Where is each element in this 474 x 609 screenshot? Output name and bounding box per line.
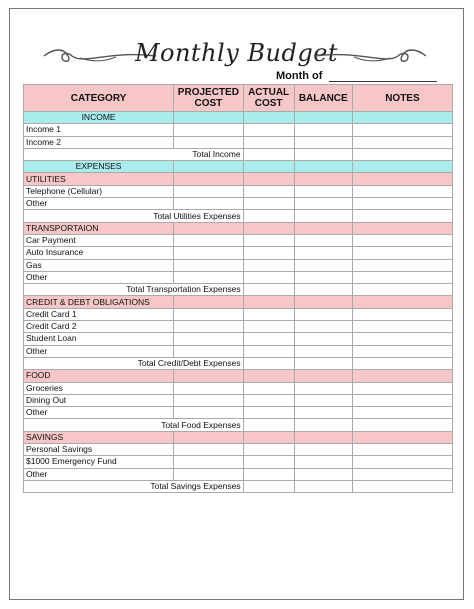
projected-cell[interactable] (174, 321, 243, 333)
projected-cell[interactable] (174, 247, 243, 259)
balance-cell (294, 161, 352, 173)
category-label: Student Loan (24, 333, 174, 345)
actual-cell (243, 370, 294, 382)
balance-cell[interactable] (294, 444, 352, 456)
projected-cell (174, 296, 243, 308)
month-label: Month of (276, 70, 323, 82)
category-label: Car Payment (24, 234, 174, 246)
balance-cell (294, 296, 352, 308)
actual-cell (243, 222, 294, 234)
section-row (24, 173, 453, 185)
category-label: Dining Out (24, 394, 174, 406)
projected-cell[interactable] (174, 185, 243, 197)
total-label: Total Income (24, 148, 244, 160)
actual-cell[interactable] (243, 136, 294, 148)
notes-cell[interactable] (352, 198, 452, 210)
actual-cell[interactable] (243, 333, 294, 345)
category-label: Personal Savings (24, 444, 174, 456)
balance-cell[interactable] (294, 382, 352, 394)
table-row (24, 394, 453, 406)
projected-cell (174, 431, 243, 443)
total-label: Total Transportation Expenses (24, 284, 244, 296)
projected-cell[interactable] (174, 271, 243, 283)
budget-page (9, 8, 464, 600)
actual-cell[interactable] (243, 407, 294, 419)
total-balance-cell[interactable] (294, 357, 352, 369)
actual-cell[interactable] (243, 124, 294, 136)
notes-cell (352, 161, 452, 173)
actual-cell[interactable] (243, 185, 294, 197)
budget-table (23, 84, 453, 493)
actual-cell[interactable] (243, 247, 294, 259)
category-label: Other (24, 407, 174, 419)
actual-cell[interactable] (243, 468, 294, 480)
category-label: INCOME (24, 112, 174, 124)
total-notes-cell[interactable] (352, 357, 452, 369)
category-label: Other (24, 345, 174, 357)
table-row (24, 333, 453, 345)
table-row (24, 271, 453, 283)
actual-cell[interactable] (243, 345, 294, 357)
notes-cell[interactable] (352, 321, 452, 333)
category-label: Income 1 (24, 124, 174, 136)
actual-cell[interactable] (243, 382, 294, 394)
actual-cell[interactable] (243, 321, 294, 333)
notes-cell[interactable] (352, 308, 452, 320)
category-label: TRANSPORTAION (24, 222, 174, 234)
total-notes-cell[interactable] (352, 284, 452, 296)
actual-cell[interactable] (243, 308, 294, 320)
notes-cell[interactable] (352, 345, 452, 357)
category-label: Credit Card 1 (24, 308, 174, 320)
actual-cell[interactable] (243, 444, 294, 456)
projected-cell[interactable] (174, 308, 243, 320)
table-row (24, 407, 453, 419)
table-row (24, 456, 453, 468)
notes-cell (352, 431, 452, 443)
section-row (24, 431, 453, 443)
table-row (24, 234, 453, 246)
balance-cell (294, 173, 352, 185)
header-category: CATEGORY (24, 85, 174, 112)
notes-cell (352, 222, 452, 234)
total-balance-cell[interactable] (294, 480, 352, 492)
actual-cell (243, 173, 294, 185)
category-label: SAVINGS (24, 431, 174, 443)
category-label: Credit Card 2 (24, 321, 174, 333)
projected-cell (174, 161, 243, 173)
balance-cell[interactable] (294, 259, 352, 271)
balance-cell (294, 112, 352, 124)
projected-cell[interactable] (174, 136, 243, 148)
header-balance: BALANCE (294, 85, 352, 112)
header-projected-cost: PROJECTED COST (174, 85, 243, 112)
table-row (24, 345, 453, 357)
category-label: Telephone (Cellular) (24, 185, 174, 197)
total-balance-cell[interactable] (294, 148, 352, 160)
notes-cell[interactable] (352, 468, 452, 480)
projected-cell[interactable] (174, 124, 243, 136)
total-row (24, 357, 453, 369)
category-label: FOOD (24, 370, 174, 382)
section-row (24, 222, 453, 234)
total-row (24, 148, 453, 160)
balance-cell (294, 431, 352, 443)
projected-cell[interactable] (174, 407, 243, 419)
notes-cell[interactable] (352, 136, 452, 148)
total-notes-cell[interactable] (352, 210, 452, 222)
header-notes: NOTES (352, 85, 452, 112)
projected-cell (174, 173, 243, 185)
actual-cell (243, 296, 294, 308)
projected-cell[interactable] (174, 456, 243, 468)
total-actual-cell[interactable] (243, 357, 294, 369)
projected-cell[interactable] (174, 198, 243, 210)
notes-cell[interactable] (352, 456, 452, 468)
category-label: EXPENSES (24, 161, 174, 173)
right-flourish-icon (310, 47, 430, 65)
total-label: Total Food Expenses (24, 419, 244, 431)
notes-cell (352, 173, 452, 185)
table-row (24, 444, 453, 456)
section-row (24, 161, 453, 173)
title-area (10, 35, 463, 75)
table-row (24, 247, 453, 259)
projected-cell[interactable] (174, 444, 243, 456)
table-row (24, 382, 453, 394)
actual-cell[interactable] (243, 456, 294, 468)
header-row (24, 85, 453, 112)
actual-cell (243, 161, 294, 173)
category-label: $1000 Emergency Fund (24, 456, 174, 468)
total-actual-cell[interactable] (243, 284, 294, 296)
notes-cell[interactable] (352, 185, 452, 197)
total-row (24, 210, 453, 222)
category-label: Other (24, 271, 174, 283)
notes-cell[interactable] (352, 444, 452, 456)
actual-cell[interactable] (243, 198, 294, 210)
total-label: Total Credit/Debt Expenses (24, 357, 244, 369)
balance-cell[interactable] (294, 198, 352, 210)
total-actual-cell[interactable] (243, 210, 294, 222)
total-actual-cell[interactable] (243, 419, 294, 431)
category-label: Other (24, 468, 174, 480)
category-label: UTILITIES (24, 173, 174, 185)
category-label: Income 2 (24, 136, 174, 148)
section-row (24, 112, 453, 124)
balance-cell[interactable] (294, 394, 352, 406)
notes-cell[interactable] (352, 333, 452, 345)
table-row (24, 136, 453, 148)
projected-cell (174, 112, 243, 124)
actual-cell[interactable] (243, 259, 294, 271)
balance-cell (294, 370, 352, 382)
projected-cell[interactable] (174, 234, 243, 246)
projected-cell[interactable] (174, 394, 243, 406)
header-actual-cost: ACTUAL COST (243, 85, 294, 112)
projected-cell[interactable] (174, 259, 243, 271)
actual-cell[interactable] (243, 394, 294, 406)
table-row (24, 321, 453, 333)
category-label: Groceries (24, 382, 174, 394)
notes-cell[interactable] (352, 382, 452, 394)
notes-cell[interactable] (352, 407, 452, 419)
notes-cell[interactable] (352, 124, 452, 136)
projected-cell (174, 370, 243, 382)
total-row (24, 480, 453, 492)
projected-cell[interactable] (174, 468, 243, 480)
balance-cell (294, 222, 352, 234)
balance-cell[interactable] (294, 333, 352, 345)
total-notes-cell[interactable] (352, 480, 452, 492)
balance-cell[interactable] (294, 456, 352, 468)
total-notes-cell[interactable] (352, 419, 452, 431)
total-label: Total Savings Expenses (24, 480, 244, 492)
total-notes-cell[interactable] (352, 148, 452, 160)
total-actual-cell[interactable] (243, 148, 294, 160)
notes-cell[interactable] (352, 259, 452, 271)
table-row (24, 468, 453, 480)
projected-cell[interactable] (174, 382, 243, 394)
balance-cell[interactable] (294, 124, 352, 136)
projected-cell (174, 222, 243, 234)
table-row (24, 198, 453, 210)
notes-cell (352, 112, 452, 124)
section-row (24, 296, 453, 308)
notes-cell[interactable] (352, 234, 452, 246)
notes-cell[interactable] (352, 271, 452, 283)
month-input-line[interactable] (329, 81, 437, 82)
category-label: Gas (24, 259, 174, 271)
notes-cell (352, 370, 452, 382)
balance-cell[interactable] (294, 321, 352, 333)
balance-cell[interactable] (294, 345, 352, 357)
table-row (24, 124, 453, 136)
balance-cell[interactable] (294, 234, 352, 246)
balance-cell[interactable] (294, 185, 352, 197)
section-row (24, 370, 453, 382)
notes-cell[interactable] (352, 394, 452, 406)
total-balance-cell[interactable] (294, 210, 352, 222)
total-row (24, 284, 453, 296)
projected-cell[interactable] (174, 345, 243, 357)
projected-cell[interactable] (174, 333, 243, 345)
page-title: Monthly Budget (134, 39, 339, 67)
notes-cell (352, 296, 452, 308)
category-label: Auto Insurance (24, 247, 174, 259)
table-row (24, 259, 453, 271)
notes-cell[interactable] (352, 247, 452, 259)
balance-cell[interactable] (294, 271, 352, 283)
total-balance-cell[interactable] (294, 284, 352, 296)
table-row (24, 308, 453, 320)
table-row (24, 185, 453, 197)
total-balance-cell[interactable] (294, 419, 352, 431)
category-label: CREDIT & DEBT OBLIGATIONS (24, 296, 174, 308)
total-actual-cell[interactable] (243, 480, 294, 492)
total-row (24, 419, 453, 431)
actual-cell[interactable] (243, 271, 294, 283)
balance-cell[interactable] (294, 247, 352, 259)
balance-cell[interactable] (294, 308, 352, 320)
actual-cell (243, 431, 294, 443)
actual-cell[interactable] (243, 234, 294, 246)
balance-cell[interactable] (294, 407, 352, 419)
balance-cell[interactable] (294, 136, 352, 148)
actual-cell (243, 112, 294, 124)
total-label: Total Utilities Expenses (24, 210, 244, 222)
category-label: Other (24, 198, 174, 210)
balance-cell[interactable] (294, 468, 352, 480)
